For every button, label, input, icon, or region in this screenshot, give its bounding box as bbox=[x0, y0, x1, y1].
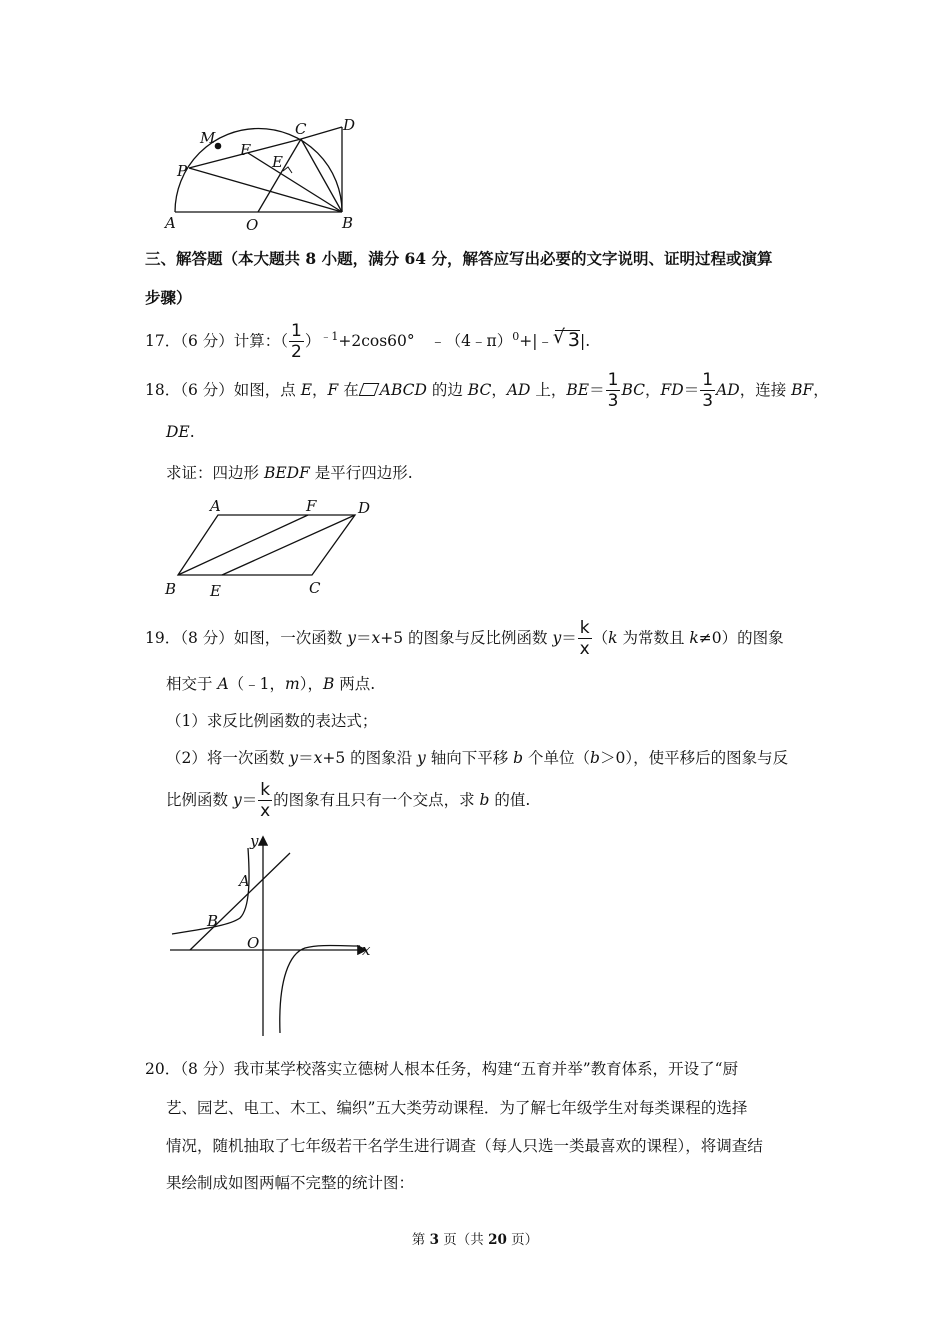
problem-18-prove: 求证：四边形 BEDF 是平行四边形. bbox=[166, 464, 413, 482]
fig16-label-B: B bbox=[342, 214, 354, 232]
fig16-label-M: M bbox=[200, 129, 216, 147]
problem-18-line1: 18．（6 分）如图，点 E，F 在 ABCD 的边 BC，AD 上，BE＝ $\frac{1}{3}$ BC，FD＝ $\frac{1}{3}$ AD，连接 BF， bbox=[145, 370, 829, 411]
problem-19-line2: 相交于 A（﹣1，m），B 两点. bbox=[166, 675, 376, 693]
problem-19-part2: （2）将一次函数 y＝x+5 的图象沿 y 轴向下平移 b 个单位（b＞0），使平移后的图象与反 bbox=[166, 749, 789, 767]
parallelogram-symbol bbox=[358, 383, 379, 396]
fig18-label-A: A bbox=[210, 497, 221, 515]
section-3-heading: 三、解答题（本大题共 8 小题，满分 64 分，解答应写出必要的文字说明、证明过程或演算 bbox=[145, 249, 773, 268]
fig18-label-F: F bbox=[306, 497, 317, 515]
problem-20-line3: 情况，随机抽取了七年级若干名学生进行调查（每人只选一类最喜欢的课程），将调查结 bbox=[166, 1137, 763, 1155]
fig19-label-A: A bbox=[239, 872, 250, 890]
fig16-label-P: P bbox=[177, 162, 188, 180]
page-number: 3 bbox=[429, 1232, 439, 1248]
fig18-label-B: B bbox=[165, 580, 177, 598]
fig16-label-A: A bbox=[165, 214, 176, 232]
fig16-label-F: F bbox=[240, 141, 251, 159]
problem-20-line1: 20．（8 分）我市某学校落实立德树人根本任务，构建“五育并举”教育体系，开设了“厨 bbox=[145, 1060, 739, 1078]
fig19-label-O: O bbox=[247, 934, 260, 952]
problem-19-part1: （1）求反比例函数的表达式； bbox=[166, 712, 378, 730]
problem-19-part2-cont: 比例函数 y＝ $\frac{k}{x}$ 的图象有且只有一个交点，求 b 的值. bbox=[166, 780, 531, 821]
section-3-heading-cont: 步骤） bbox=[145, 288, 192, 307]
fig18-label-D: D bbox=[358, 499, 371, 517]
problem-17: 17．（6 分）计算：（ $\frac{1}{2}$ ）$^{﹣1}$+2cos60° ﹣（4﹣π）$^0$+|﹣√ 3|. bbox=[145, 323, 590, 361]
fig16-label-C: C bbox=[295, 120, 307, 138]
fig18-label-E: E bbox=[210, 582, 221, 600]
problem-20-line4: 果绘制成如图两幅不完整的统计图： bbox=[166, 1174, 415, 1192]
fraction-k-over-x: $\frac{k}{x}$ bbox=[579, 618, 590, 659]
fraction-k-over-x-2: $\frac{k}{x}$ bbox=[260, 780, 271, 821]
fraction-one-third-2: $\frac{1}{3}$ bbox=[702, 370, 714, 411]
problem-18-line2: DE. bbox=[166, 423, 195, 441]
total-pages: 20 bbox=[488, 1232, 507, 1248]
fraction-one-half: $\frac{1}{2}$ bbox=[291, 321, 302, 362]
fig16-label-D: D bbox=[343, 116, 356, 134]
fig16-label-E: E bbox=[272, 153, 283, 171]
problem-19-line1: 19．（8 分）如图，一次函数 y＝x+5 的图象与反比例函数 y＝ $\frac{k}{x}$ （k 为常数且 k≠0）的图象 bbox=[145, 618, 784, 659]
fig19-label-B: B bbox=[207, 912, 219, 930]
sqrt-3: √ 3 bbox=[555, 330, 580, 350]
figure-19-function-graph bbox=[160, 828, 390, 1043]
fraction-one-third: $\frac{1}{3}$ bbox=[607, 370, 619, 411]
figure-16-semicircle bbox=[160, 115, 370, 235]
fig19-label-x: x bbox=[362, 941, 371, 959]
fig19-label-y: y bbox=[250, 832, 259, 850]
problem-20-line2: 艺、园艺、电工、木工、编织”五大类劳动课程．为了解七年级学生对每类课程的选择 bbox=[166, 1099, 748, 1117]
fig16-label-O: O bbox=[246, 216, 259, 234]
page-footer: 第 3 页（共 20 页） bbox=[411, 1232, 539, 1248]
fig18-label-C: C bbox=[309, 579, 321, 597]
figure-18-parallelogram bbox=[160, 495, 380, 605]
